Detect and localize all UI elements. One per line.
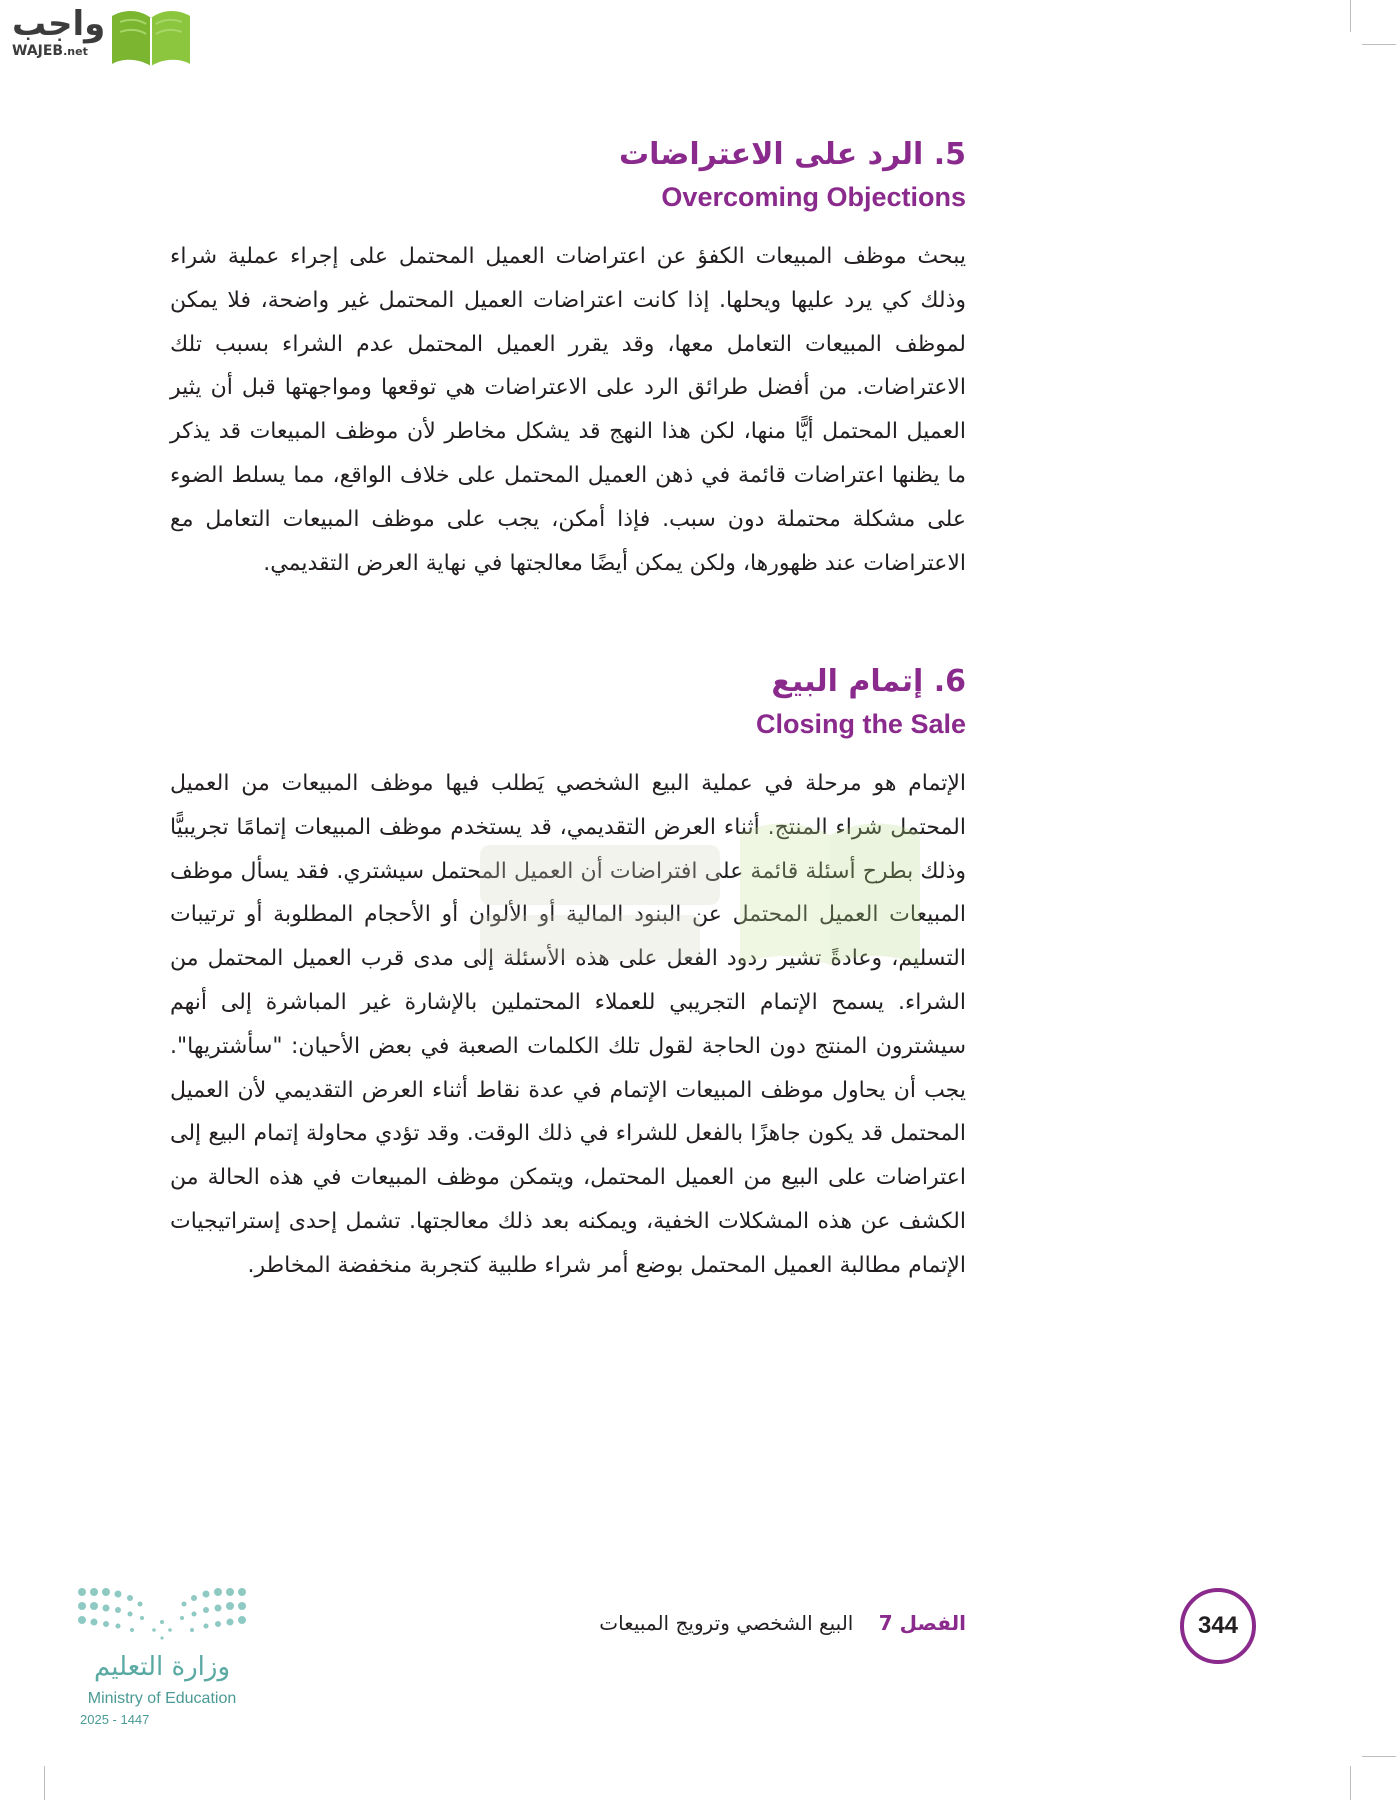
ministry-of-education-logo	[74, 1582, 250, 1730]
chapter-footer	[560, 1608, 966, 1638]
wajeb-logo[interactable]	[8, 4, 194, 66]
section-title-english: Closing the Sale	[755, 709, 966, 739]
section-closing-the-sale	[170, 662, 966, 1288]
logo-latin-name: WAJEB	[12, 43, 64, 59]
ministry-name-english: Ministry of Education	[87, 1690, 237, 1707]
section-body: يبحث موظف المبيعات الكفؤ عن اعتراضات العميل المحتمل على إجراء عملية شراء وذلك كي يرد عليها ويحلها. إذا كانت اعتراضات العميل المحتمل غير واضحة، فلا يمكن لموظف المبيعات التعامل معها، وقد يقرر العميل المحتمل عدم الشراء بسبب تلك الاعتراضات. من أفضل طرائق الرد على الاعتراضات هي توقعها ومواجهتها قبل أن يثير العميل المحتمل أيًّا منها، لكن هذا النهج قد يشكل مخاطر لأن موظف المبيعات قد يذكر ما يظنها اعتراضات قائمة في ذهن العميل المحتمل على خلاف الواقع، مما يسلط الضوء على مشكلة محتملة دون سبب. فإذا أمكن، يجب على موظف المبيعات التعامل مع الاعتراضات عند ظهورها، ولكن يمكن أيضًا معالجتها في نهاية العرض التقديمي.	[170, 244, 966, 576]
section-title-arabic: 6. إتمام البيع	[771, 664, 966, 699]
crop-mark	[1362, 1756, 1396, 1757]
logo-latin-text	[12, 44, 102, 59]
crop-mark	[1350, 1766, 1351, 1800]
logo-wordmark	[12, 4, 106, 59]
logo-arabic-text: واجب	[12, 4, 106, 44]
section-title-arabic: 5. الرد على الاعتراضات	[618, 137, 966, 172]
crop-mark	[44, 1766, 45, 1800]
chapter-label: الفصل 7	[878, 1611, 966, 1635]
section-title-english: Overcoming Objections	[661, 182, 966, 212]
section-overcoming-objections	[170, 135, 966, 585]
page-number: 344	[1197, 1612, 1239, 1639]
crop-mark	[1350, 0, 1351, 32]
crop-mark	[1362, 44, 1396, 45]
page-number-badge	[1180, 1588, 1256, 1664]
chapter-title: البيع الشخصي وترويج المبيعات	[599, 1611, 854, 1635]
logo-tld: .net	[63, 45, 88, 58]
ministry-dots-icon	[74, 1582, 250, 1646]
ministry-year: 2025 - 1447	[80, 1712, 150, 1727]
section-body: الإتمام هو مرحلة في عملية البيع الشخصي يَطلب فيها موظف المبيعات من العميل المحتمل شراء المنتج. أثناء العرض التقديمي، قد يستخدم موظف المبيعات إتمامًا تجريبيًّا وذلك بطرح أسئلة قائمة على افتراضات أن العميل المحتمل سيشتري. فقد يسأل موظف المبيعات العميل المحتمل عن البنود المالية أو الألوان أو الأحجام المطلوبة أو ترتيبات التسليم، وعادةً تشير ردود الفعل على هذه الأسئلة إلى مدى قرب العميل المحتمل من الشراء. يسمح الإتمام التجريبي للعملاء المحتملين بالإشارة غير المباشرة إلى أنهم سيشترون المنتج دون الحاجة لقول تلك الكلمات الصعبة في بعض الأحيان: "سأشتريها". يجب أن يحاول موظف المبيعات الإتمام في عدة نقاط أثناء العرض التقديمي لأن العميل المحتمل قد يكون جاهزًا بالفعل للشراء في ذلك الوقت. وقد تؤدي محاولة إتمام البيع إلى اعتراضات على البيع من العميل المحتمل، ويتمكن موظف المبيعات في هذه الحالة من الكشف عن هذه المشكلات الخفية، ويمكنه بعد ذلك معالجتها. تشمل إحدى إستراتيجيات الإتمام مطالبة العميل المحتمل بوضع أمر شراء طلبية كتجربة منخفضة المخاطر.	[170, 771, 966, 1278]
ministry-name-arabic: وزارة التعليم	[93, 1652, 231, 1682]
open-book-icon	[108, 8, 194, 68]
